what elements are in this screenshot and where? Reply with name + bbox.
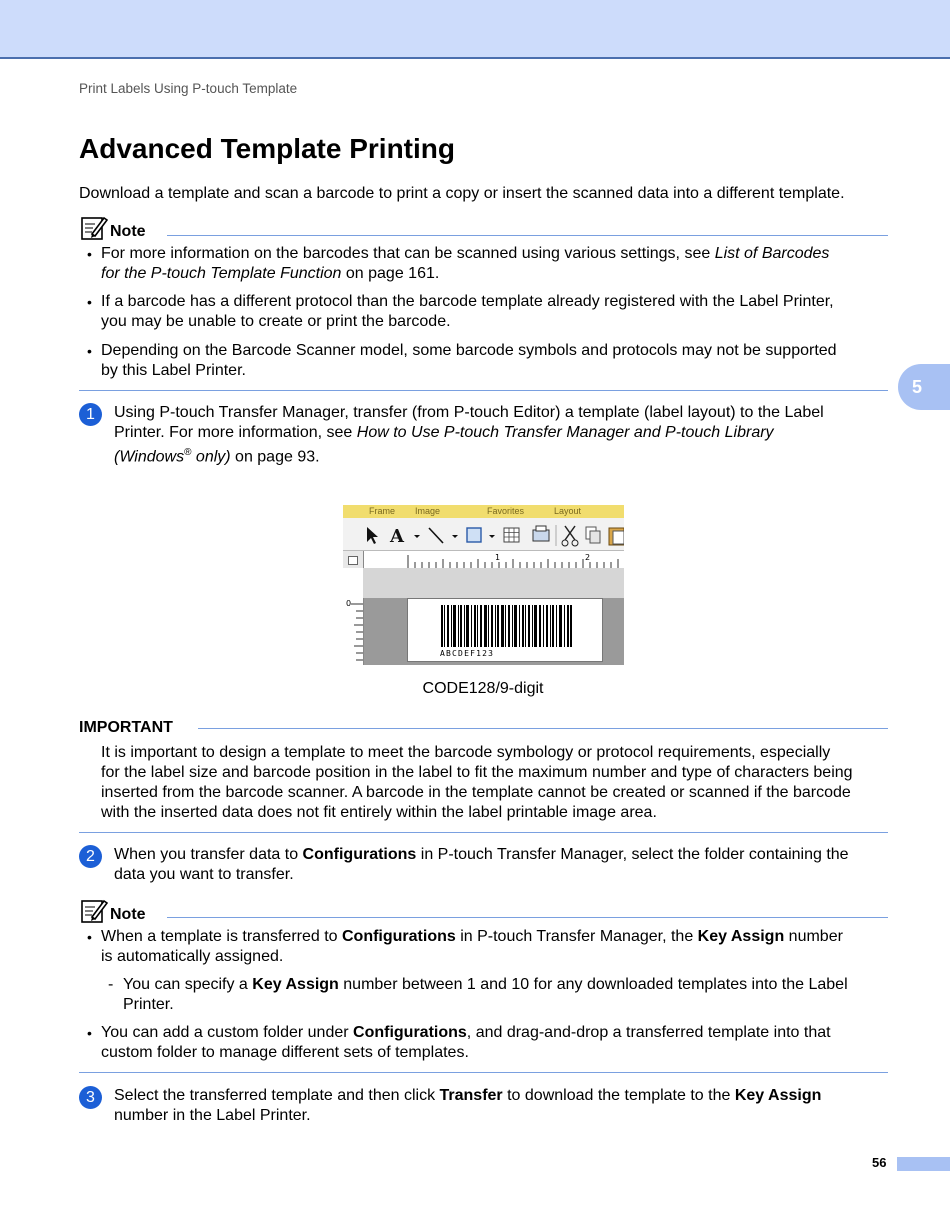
- rectangle-tool-icon: [467, 528, 481, 542]
- bullet-glyph: •: [87, 294, 92, 310]
- note-sub-item: - You can specify a Key Assign number between 1 and 10 for any downloaded templates into the Label Printer.: [108, 976, 848, 1013]
- step-number-badge: 1: [79, 403, 102, 426]
- ruler-corner: [343, 551, 364, 569]
- bullet-glyph: •: [87, 929, 92, 945]
- svg-text:2: 2: [585, 553, 591, 562]
- cut-icon: [565, 526, 575, 540]
- important-rule: [198, 728, 888, 729]
- barcode: [408, 599, 602, 661]
- page-title: Advanced Template Printing: [79, 133, 455, 164]
- important-body: It is important to design a template to meet the barcode symbology or protocol requirements, especially for the label size and barcode position in the label to fit the maximum number and type of characters being inserted from the barcode scanner. A barcode in the template cannot be created or scanned if the barcode with the inserted data does not fit entirely within the label printable image area.: [101, 744, 853, 821]
- note-bullet: • For more information on the barcodes that can be scanned using various settings, see List of Barcodes for the P-touch Template Function on page 161.: [87, 245, 830, 282]
- label-preview: [407, 598, 603, 662]
- dash-glyph: -: [108, 976, 114, 993]
- running-header: Print Labels Using P-touch Template: [79, 81, 298, 96]
- intro-paragraph: Download a template and scan a barcode to print a copy or insert the scanned data into a different template.: [79, 185, 845, 202]
- table-tool-icon: [504, 528, 519, 542]
- important-heading: IMPORTANT: [79, 719, 173, 736]
- select-arrow-icon: [367, 527, 378, 544]
- bullet-glyph: •: [87, 1025, 92, 1041]
- step-number-badge: 3: [79, 1086, 102, 1109]
- horizontal-ruler: [363, 551, 624, 569]
- text-tool-icon: A: [390, 526, 404, 547]
- note-rule: [167, 917, 888, 918]
- line-tool-icon: [429, 528, 443, 543]
- step-2: 2 When you transfer data to Configurations in P-touch Transfer Manager, select the folder containing the data you want to transfer.: [79, 845, 889, 885]
- note-pencil-icon: [80, 898, 108, 924]
- editor-menu-bar: Frame Image Favorites Layout: [343, 505, 624, 518]
- note-bullet: • When a template is transferred to Configurations in P-touch Transfer Manager, the Key Assign number is automatically assigned.: [87, 928, 843, 965]
- page-number: 56: [872, 1155, 887, 1170]
- step-1: 1 Using P-touch Transfer Manager, transfer (from P-touch Editor) a template (label layout) to the Label Printer. For more information, see How to Use P-touch Transfer Manager and P-touch Library (Windows® only) on page 93.: [79, 403, 889, 467]
- vertical-ruler: [343, 568, 364, 665]
- editor-screenshot: [343, 505, 624, 665]
- section-divider: [79, 390, 888, 391]
- note-bullet: • Depending on the Barcode Scanner model, some barcode symbols and protocols may not be supported by this Label Printer.: [87, 342, 837, 379]
- section-divider: [79, 1072, 888, 1073]
- dropdown-icon: [452, 535, 458, 538]
- note-heading: [80, 215, 146, 241]
- step-number-badge: 2: [79, 845, 102, 868]
- print-icon: [533, 530, 549, 541]
- editor-toolbar: [343, 518, 624, 551]
- bullet-glyph: •: [87, 246, 92, 262]
- note-label: Note: [110, 223, 146, 240]
- bullet-glyph: •: [87, 343, 92, 359]
- note-bullet: • You can add a custom folder under Configurations, and drag-and-drop a transferred template into that custom folder to manage different sets of templates.: [87, 1024, 831, 1061]
- chapter-tab: 5: [898, 364, 950, 410]
- canvas-top-area: [363, 568, 624, 598]
- note-bullet: • If a barcode has a different protocol than the barcode template already registered with the Label Printer, you may be unable to create or print the barcode.: [87, 293, 834, 330]
- section-divider: [79, 832, 888, 833]
- note-label: Note: [110, 906, 146, 923]
- dropdown-icon: [489, 535, 495, 538]
- page-number-bar: [897, 1157, 950, 1171]
- figure-caption: CODE128/9-digit: [422, 680, 544, 697]
- svg-text:ABCDEF123: ABCDEF123: [440, 649, 495, 658]
- header-band: [0, 0, 950, 59]
- note-rule: [167, 235, 888, 236]
- note-pencil-icon: [80, 215, 108, 241]
- step-3: 3 Select the transferred template and then click Transfer to download the template to the Key Assign number in the Label Printer.: [79, 1086, 889, 1126]
- note-heading: [80, 898, 146, 924]
- svg-text:1: 1: [495, 553, 501, 562]
- dropdown-icon: [414, 535, 420, 538]
- svg-text:0: 0: [346, 599, 352, 608]
